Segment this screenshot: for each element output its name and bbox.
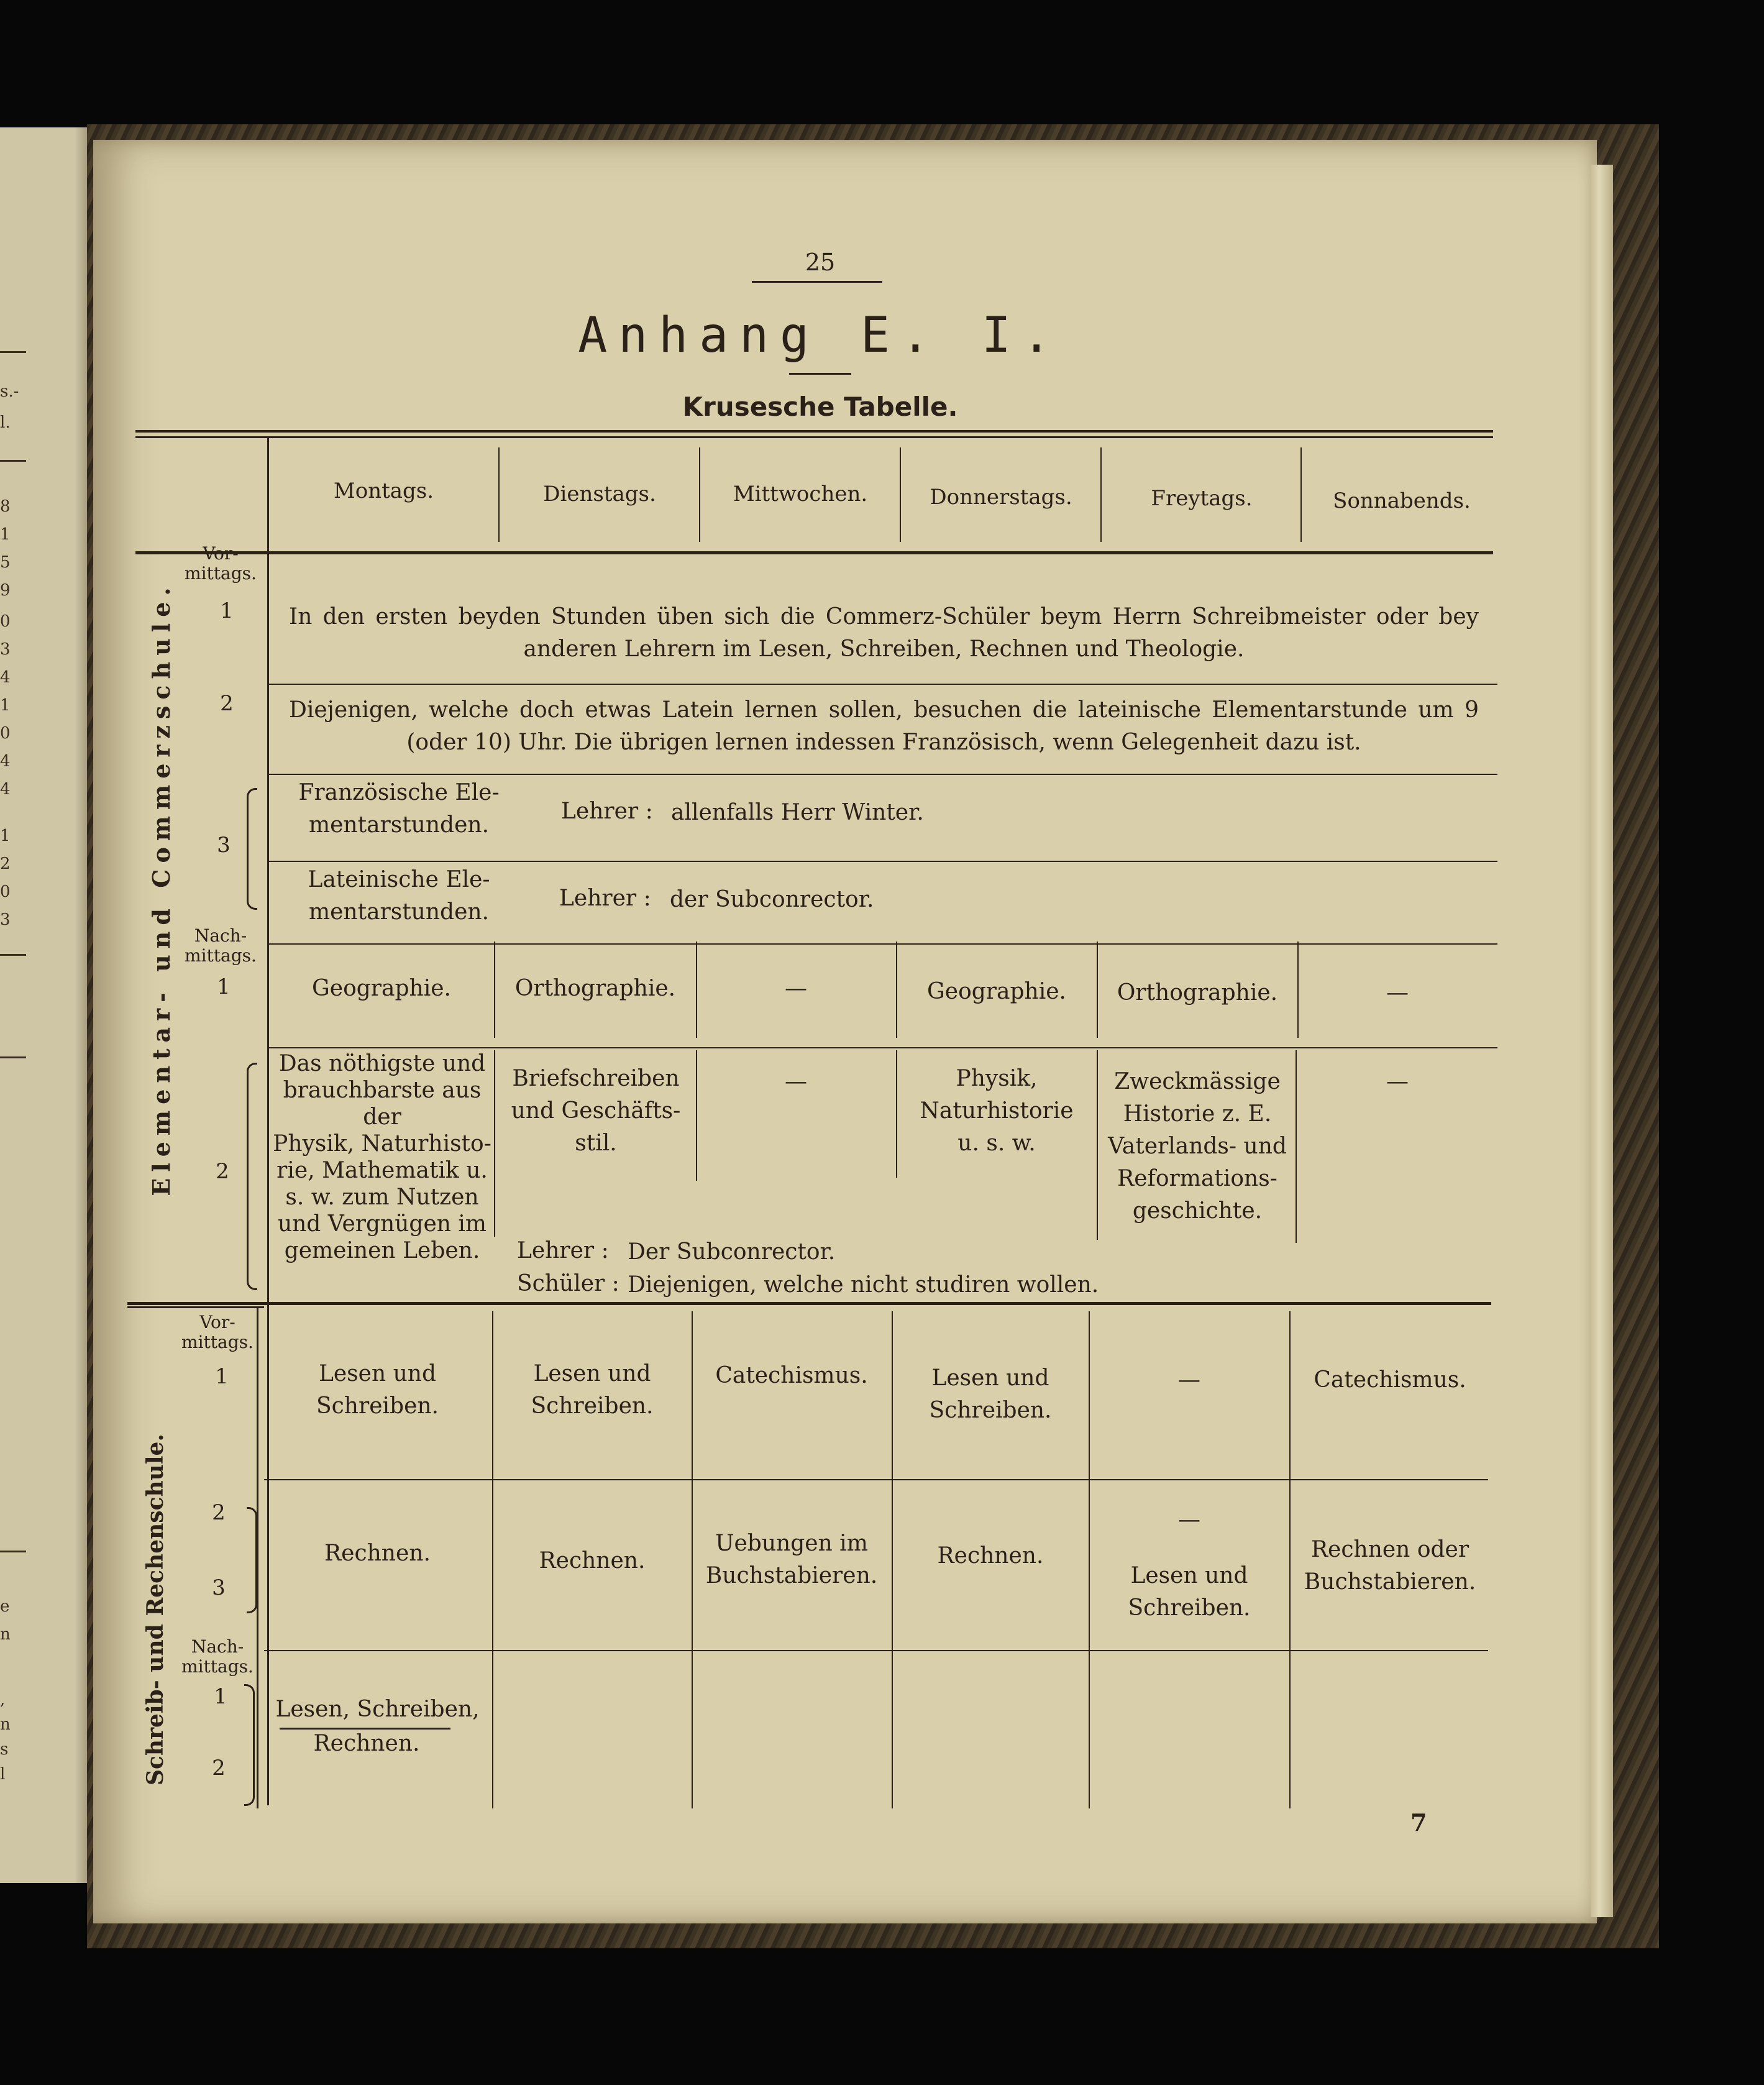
left-rule <box>0 954 26 956</box>
left-page-fragment: 4 <box>0 780 11 799</box>
left-page-fragment: 4 <box>0 752 11 771</box>
column-rule <box>1289 1311 1291 1808</box>
left-page-fragment: 1 <box>0 827 11 845</box>
page-title: Anhang E. I. <box>578 308 1063 364</box>
row3b-label: Lateinische Ele- mentarstunden. <box>308 867 490 925</box>
brace <box>247 1507 257 1613</box>
nach2-lehrer-label: Lehrer : <box>517 1238 609 1263</box>
row-rule <box>267 1047 1497 1048</box>
nach2-schueler: Diejenigen, welche nicht studiren wollen. <box>628 1272 1099 1298</box>
left-page-fragment: 0 <box>0 612 11 631</box>
section-divider-rule-2 <box>127 1306 264 1308</box>
vor23-thursday: Rechnen. <box>937 1543 1044 1569</box>
nach1-friday: Orthographie. <box>1117 980 1278 1006</box>
day-tuesday: Dienstags. <box>543 482 656 506</box>
vor1-friday: — <box>1178 1367 1200 1393</box>
day-saturday: Sonnabends. <box>1333 488 1471 513</box>
row1-text: In den ersten beyden Stunden üben sich die Commerz-Schüler beym Herrn Schreibmeister oder bey anderen Lehrern im Lesen, Schreiben, Rechnen und Theologie. <box>289 604 1479 662</box>
nach2-saturday: — <box>1386 1069 1409 1094</box>
nach12-monday-b: Rechnen. <box>313 1731 420 1756</box>
left-page-fragment: l <box>0 1765 6 1784</box>
row3a-label: Französische Ele- mentarstunden. <box>298 780 500 838</box>
vor1-thursday: Lesen und Schreiben. <box>929 1365 1052 1423</box>
brace <box>244 1684 255 1806</box>
day-monday: Montags. <box>333 479 434 503</box>
left-page-fragment: 5 <box>0 553 11 572</box>
left-page-fragment: 9 <box>0 581 11 600</box>
vor1-tuesday: Lesen und Schreiben. <box>531 1361 654 1419</box>
row-rule <box>267 684 1497 685</box>
left-rule <box>0 460 26 462</box>
left-page-fragment: s.- <box>0 382 19 401</box>
row-number: 3 <box>212 1575 226 1600</box>
left-page-fragment: 3 <box>0 910 11 929</box>
row-number: 1 <box>214 1684 227 1709</box>
page-number-rule <box>752 281 882 283</box>
nach1-monday: Geographie. <box>312 976 451 1001</box>
label-nachmittags: Nach- mittags. <box>181 1636 254 1677</box>
label-vormittags: Vor- mittags. <box>181 1312 254 1352</box>
left-page-fragment: l. <box>0 413 11 432</box>
nach2-wednesday: — <box>785 1069 807 1094</box>
vor1-wednesday: Catechismus. <box>715 1363 868 1388</box>
column-rule <box>900 447 901 542</box>
row3b-teacher: der Subconrector. <box>670 887 874 912</box>
left-rule <box>0 1056 26 1058</box>
left-page-fragment: 2 <box>0 855 11 873</box>
vor3-friday: Lesen und Schreiben. <box>1128 1563 1251 1621</box>
nach2-monday: Das nöthigste und brauchbarste aus der Physik, Naturhisto- rie, Mathematik u. s. w. zum Nutzen und Vergnügen im gemeinen Leben. <box>273 1051 491 1263</box>
column-rule <box>494 1050 495 1237</box>
nach1-saturday: — <box>1386 980 1409 1006</box>
row3b-lehrer: Lehrer : <box>559 886 651 911</box>
left-page-fragment: n <box>0 1715 11 1734</box>
left-rule <box>0 351 26 353</box>
nach1-thursday: Geographie. <box>927 979 1066 1004</box>
vor1-saturday: Catechismus. <box>1314 1367 1466 1393</box>
table-top-rule-2 <box>135 436 1493 438</box>
row3a-lehrer: Lehrer : <box>561 799 653 824</box>
left-page-fragment: , <box>0 1690 6 1709</box>
row-number: 2 <box>216 1159 229 1184</box>
vor23-saturday: Rechnen oder Buchstabieren. <box>1304 1537 1476 1595</box>
title-rule <box>789 373 851 375</box>
nach2-friday: Zweckmässige Historie z. E. Vaterlands- und Reformations- geschichte. <box>1108 1069 1287 1224</box>
table-top-rule <box>135 430 1493 433</box>
page-edge <box>1591 165 1613 1917</box>
page-subtitle: Krusesche Tabelle. <box>682 392 958 422</box>
column-rule <box>1089 1311 1090 1808</box>
row-number: 1 <box>215 1364 229 1389</box>
column-rule <box>1097 1050 1098 1240</box>
left-page-fragment: 3 <box>0 640 11 659</box>
column-rule <box>267 438 269 1805</box>
label-nachmittags: Nach- mittags. <box>185 925 257 966</box>
left-page-fragment: n <box>0 1625 11 1644</box>
label-vormittags: Vor- mittags. <box>185 543 257 584</box>
nach2-tuesday: Briefschreiben und Geschäfts- stil. <box>511 1066 681 1156</box>
column-rule <box>492 1311 493 1808</box>
brace <box>247 1063 257 1290</box>
left-page-fragment: e <box>0 1597 10 1616</box>
footer-page-number: 7 <box>1410 1808 1427 1836</box>
nach2-thursday: Physik, Naturhistorie u. s. w. <box>920 1066 1074 1156</box>
brace <box>247 788 257 910</box>
row3a-teacher: allenfalls Herr Winter. <box>671 800 924 825</box>
row-number: 2 <box>212 1500 226 1525</box>
column-rule <box>1097 942 1098 1038</box>
row-number: 1 <box>220 598 234 623</box>
column-rule <box>896 942 897 1038</box>
column-rule <box>892 1311 893 1808</box>
vor23-friday: — <box>1178 1507 1200 1533</box>
nach2-schueler-label: Schüler : <box>517 1271 619 1296</box>
column-rule <box>1100 447 1102 542</box>
page-number: 25 <box>805 249 836 276</box>
left-page-fragment: 8 <box>0 497 11 516</box>
section-label-schreib: Schreib- und Rechenschule. <box>142 1434 168 1785</box>
left-page-fragment: 1 <box>0 696 11 715</box>
row-rule <box>264 1479 1488 1480</box>
left-rule <box>0 1551 26 1552</box>
row-rule <box>267 774 1497 775</box>
column-rule <box>699 447 700 542</box>
row-number: 2 <box>220 691 234 716</box>
row-rule <box>264 1650 1488 1651</box>
section-label-elementar: Elementar- und Commerzschule. <box>147 581 175 1196</box>
nach1-wednesday: — <box>785 976 807 1001</box>
column-rule <box>896 1050 897 1178</box>
left-page-fragment: 0 <box>0 882 11 901</box>
header-bottom-rule <box>135 551 1493 554</box>
row2-text: Diejenigen, welche doch etwas Latein lernen sollen, besuchen die lateinische Elementarstunde um 9 (oder 10) Uhr. Die übrigen lernen indessen Französisch, wenn Gelegenheit dazu ist. <box>289 697 1479 755</box>
nach12-monday: Lesen, Schreiben, <box>275 1697 480 1722</box>
left-page-fragment: 4 <box>0 668 11 687</box>
left-page-fragment: 0 <box>0 724 11 743</box>
vor23-wednesday: Uebungen im Buchstabieren. <box>705 1531 878 1588</box>
vor1-monday: Lesen und Schreiben. <box>316 1361 439 1419</box>
nach2-lehrer: Der Subconrector. <box>628 1239 836 1265</box>
column-rule <box>494 942 495 1038</box>
left-page-fragment: 1 <box>0 525 11 544</box>
row-rule <box>267 943 1497 945</box>
column-rule <box>498 447 500 542</box>
section-divider-rule <box>127 1302 1491 1305</box>
row-number: 2 <box>212 1756 226 1780</box>
row-number: 3 <box>217 833 231 858</box>
day-thursday: Donnerstags. <box>930 485 1072 510</box>
vor23-tuesday: Rechnen. <box>539 1548 646 1574</box>
day-wednesday: Mittwochen. <box>733 482 868 506</box>
row-number: 1 <box>217 974 231 999</box>
nach1-tuesday: Orthographie. <box>514 976 676 1001</box>
row-rule <box>267 861 1497 862</box>
left-page-fragment: s <box>0 1740 9 1759</box>
day-friday: Freytags. <box>1151 486 1253 511</box>
vor23-monday: Rechnen. <box>324 1541 431 1566</box>
